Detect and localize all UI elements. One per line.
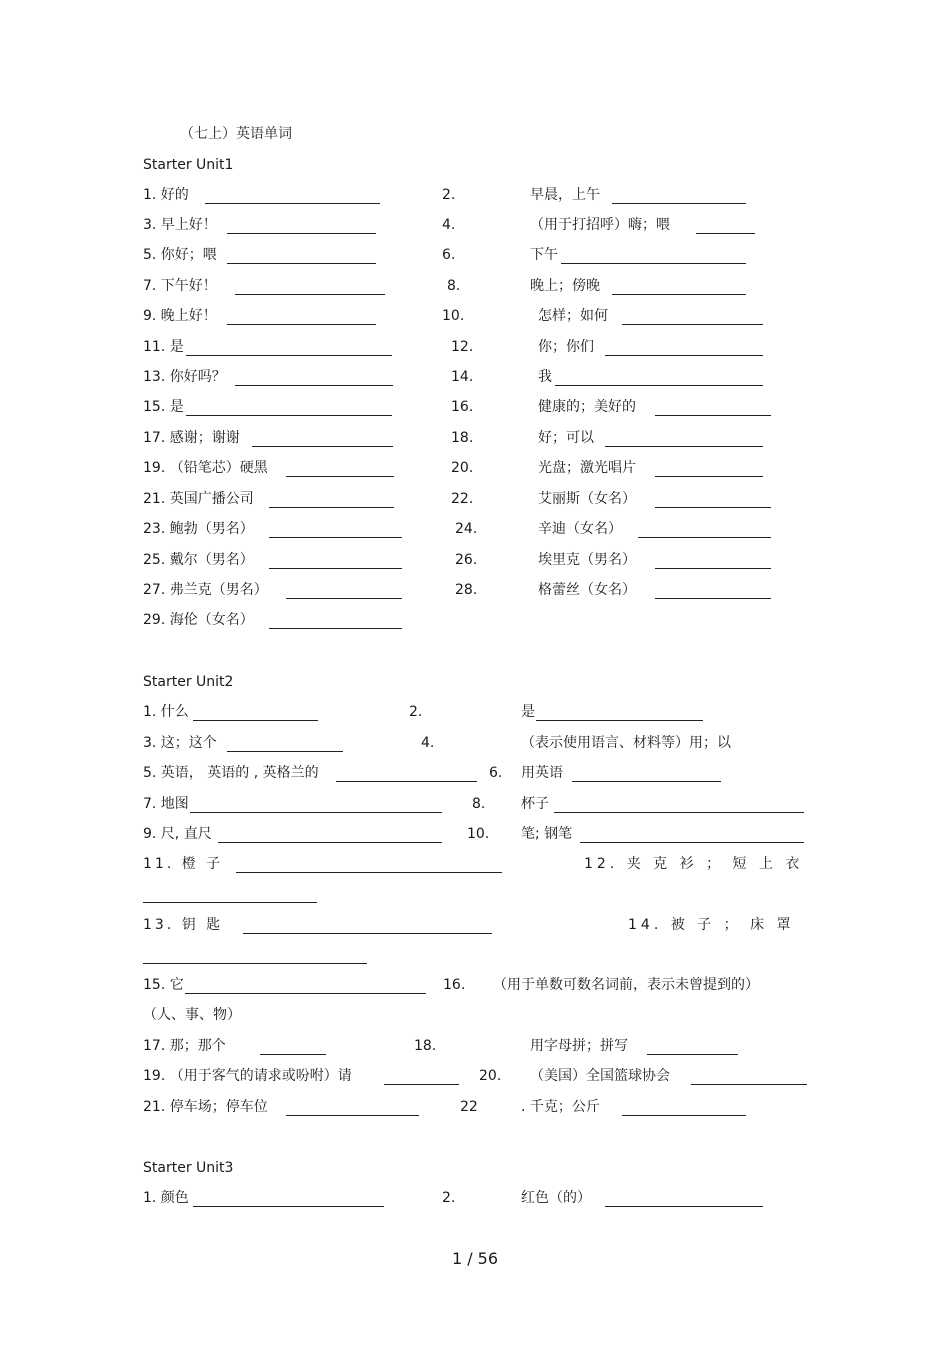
u1-item-28: 格蕾丝（女名） — [538, 582, 636, 598]
u1-item-15: 15. 是 — [143, 399, 184, 415]
u2-item-20: （美国）全国篮球协会 — [530, 1068, 670, 1084]
u2-num-20: 20. — [479, 1068, 502, 1084]
u1-num-14: 14. — [451, 369, 474, 385]
u1-item-25: 25. 戴尔（男名） — [143, 552, 254, 568]
unit1-heading: Starter Unit1 — [143, 157, 234, 173]
u1-blank-1[interactable] — [205, 189, 380, 204]
u2-item-14: 14. 被 子 ； 床 罩 — [628, 917, 795, 933]
page-number: 1 / 56 — [451, 1249, 499, 1268]
u1-item-11: 11. 是 — [143, 339, 184, 355]
u2-num-16: 16. — [443, 977, 466, 993]
u1-blank-10[interactable] — [622, 310, 763, 325]
u2-blank-8[interactable] — [554, 798, 804, 813]
u3-blank-1[interactable] — [193, 1192, 384, 1207]
u2-item-12: 12. 夹 克 衫 ； 短 上 衣 — [584, 856, 804, 872]
u2-blank-6[interactable] — [572, 767, 721, 782]
u2-item-2: 是 — [521, 704, 535, 720]
u2-blank-17[interactable] — [260, 1040, 326, 1055]
u1-blank-22[interactable] — [655, 493, 771, 508]
u2-blank-1[interactable] — [193, 706, 318, 721]
u2-blank-11[interactable] — [236, 858, 502, 873]
u1-num-18: 18. — [451, 430, 474, 446]
u1-blank-9[interactable] — [227, 310, 376, 325]
document-title: （七上）英语单词 — [180, 126, 292, 142]
u2-num-4: 4. — [421, 735, 435, 751]
u1-item-3: 3. 早上好！ — [143, 217, 217, 233]
u1-num-24: 24. — [455, 521, 478, 537]
u1-num-26: 26. — [455, 552, 478, 568]
u2-item-17: 17. 那；那个 — [143, 1038, 226, 1054]
u1-item-24: 辛迪（女名） — [538, 521, 622, 537]
u1-blank-21[interactable] — [269, 493, 394, 508]
u1-item-18: 好；可以 — [538, 430, 594, 446]
u2-blank-2[interactable] — [536, 706, 703, 721]
u1-blank-23[interactable] — [269, 523, 402, 538]
u1-num-28: 28. — [455, 582, 478, 598]
u2-item-5: 5. 英语， 英语的 , 英格兰的 — [143, 765, 319, 781]
u1-item-29: 29. 海伦（女名） — [143, 612, 254, 628]
u1-blank-2[interactable] — [612, 189, 746, 204]
u1-blank-4[interactable] — [696, 219, 755, 234]
u1-blank-6[interactable] — [561, 249, 746, 264]
u2-blank-13[interactable] — [243, 919, 492, 934]
u1-num-20: 20. — [451, 460, 474, 476]
unit2-heading: Starter Unit2 — [143, 674, 234, 690]
u2-item-16-cont: （人、事、物） — [143, 1007, 241, 1023]
u1-item-17: 17. 感谢；谢谢 — [143, 430, 240, 446]
u1-num-22: 22. — [451, 491, 474, 507]
u2-blank-3[interactable] — [227, 737, 343, 752]
u1-blank-28[interactable] — [655, 584, 771, 599]
u1-item-9: 9. 晚上好！ — [143, 308, 217, 324]
u2-blank-15[interactable] — [185, 979, 426, 994]
u1-blank-25[interactable] — [269, 554, 402, 569]
u1-blank-11[interactable] — [186, 341, 392, 356]
u2-item-15: 15. 它 — [143, 977, 184, 993]
u1-item-26: 埃里克（男名） — [538, 552, 636, 568]
u2-item-18: 用字母拼；拼写 — [530, 1038, 628, 1054]
u1-blank-19[interactable] — [286, 462, 394, 477]
u1-blank-8[interactable] — [612, 280, 746, 295]
u2-blank-7[interactable] — [190, 798, 442, 813]
u1-item-8: 晚上；傍晚 — [530, 278, 600, 294]
u2-num-22: 22 — [460, 1099, 478, 1115]
u2-blank-20[interactable] — [691, 1070, 807, 1085]
u2-blank-18[interactable] — [647, 1040, 738, 1055]
u1-blank-17[interactable] — [252, 432, 393, 447]
u1-num-2: 2. — [442, 187, 456, 203]
u1-blank-24[interactable] — [638, 523, 771, 538]
u2-blank-10[interactable] — [580, 828, 804, 843]
u2-item-1: 1. 什么 — [143, 704, 189, 720]
u1-item-22: 艾丽斯（女名） — [538, 491, 636, 507]
u1-item-13: 13. 你好吗？ — [143, 369, 226, 385]
u1-num-6: 6. — [442, 247, 456, 263]
u1-item-19: 19. （铅笔芯）硬黑 — [143, 460, 268, 476]
u3-item-1: 1. 颜色 — [143, 1190, 189, 1206]
u2-item-9: 9. 尺, 直尺 — [143, 826, 212, 842]
u1-item-5: 5. 你好；喂 — [143, 247, 217, 263]
u1-num-8: 8. — [447, 278, 461, 294]
u2-item-6: 用英语 — [521, 765, 563, 781]
u1-num-10: 10. — [442, 308, 465, 324]
u2-item-21: 21. 停车场；停车位 — [143, 1099, 268, 1115]
u1-item-4: （用于打招呼）嗨；喂 — [530, 217, 670, 233]
u2-item-13: 13. 钥 匙 — [143, 917, 224, 933]
u3-blank-2[interactable] — [605, 1192, 763, 1207]
u2-num-8: 8. — [472, 796, 486, 812]
u1-blank-26[interactable] — [655, 554, 771, 569]
u2-item-10: 笔; 钢笔 — [521, 826, 573, 842]
u2-item-4: （表示使用语言、材料等）用；以 — [521, 735, 731, 751]
u2-blank-19[interactable] — [384, 1070, 459, 1085]
u2-item-7: 7. 地图 — [143, 796, 189, 812]
u1-num-4: 4. — [442, 217, 456, 233]
u2-num-18: 18. — [414, 1038, 437, 1054]
u1-num-16: 16. — [451, 399, 474, 415]
u1-blank-20[interactable] — [655, 462, 763, 477]
u1-blank-15[interactable] — [186, 401, 392, 416]
u1-blank-13[interactable] — [235, 371, 393, 386]
u1-item-10: 怎样；如何 — [538, 308, 608, 324]
u2-blank-5[interactable] — [336, 767, 477, 782]
u2-blank-21[interactable] — [286, 1101, 419, 1116]
u2-item-11: 11. 橙 子 — [143, 856, 224, 872]
u1-blank-14[interactable] — [555, 371, 763, 386]
u1-blank-5[interactable] — [227, 249, 376, 264]
u2-item-19: 19. （用于客气的请求或吩咐）请 — [143, 1068, 352, 1084]
u1-blank-3[interactable] — [227, 219, 376, 234]
u1-num-12: 12. — [451, 339, 474, 355]
u2-item-8: 杯子 — [521, 796, 549, 812]
unit3-heading: Starter Unit3 — [143, 1160, 234, 1176]
u1-blank-27[interactable] — [286, 584, 402, 599]
u1-item-21: 21. 英国广播公司 — [143, 491, 254, 507]
u2-item-22: . 千克；公斤 — [521, 1099, 600, 1115]
u1-item-27: 27. 弗兰克（男名） — [143, 582, 268, 598]
u2-blank-9[interactable] — [218, 828, 442, 843]
u1-blank-29[interactable] — [269, 614, 402, 629]
u2-item-16: （用于单数可数名词前，表示未曾提到的） — [493, 977, 759, 993]
u1-blank-18[interactable] — [605, 432, 763, 447]
u1-item-14: 我 — [538, 369, 552, 385]
u2-blank-22[interactable] — [622, 1101, 746, 1116]
u2-blank-12[interactable] — [143, 888, 317, 903]
u3-item-2: 红色（的） — [521, 1190, 591, 1206]
u1-blank-16[interactable] — [655, 401, 771, 416]
u1-item-1: 1. 好的 — [143, 187, 189, 203]
u2-item-3: 3. 这；这个 — [143, 735, 217, 751]
u1-item-16: 健康的；美好的 — [538, 399, 636, 415]
u2-num-10: 10. — [467, 826, 490, 842]
u1-blank-12[interactable] — [605, 341, 763, 356]
u2-blank-14[interactable] — [143, 949, 367, 964]
u1-blank-7[interactable] — [235, 280, 385, 295]
u1-item-6: 下午 — [530, 247, 558, 263]
u2-num-2: 2. — [409, 704, 423, 720]
u3-num-2: 2. — [442, 1190, 456, 1206]
u1-item-12: 你；你们 — [538, 339, 594, 355]
u1-item-7: 7. 下午好！ — [143, 278, 217, 294]
u1-item-2: 早晨，上午 — [530, 187, 600, 203]
u2-num-6: 6. — [489, 765, 503, 781]
u1-item-23: 23. 鲍勃（男名） — [143, 521, 254, 537]
u1-item-20: 光盘；激光唱片 — [538, 460, 636, 476]
